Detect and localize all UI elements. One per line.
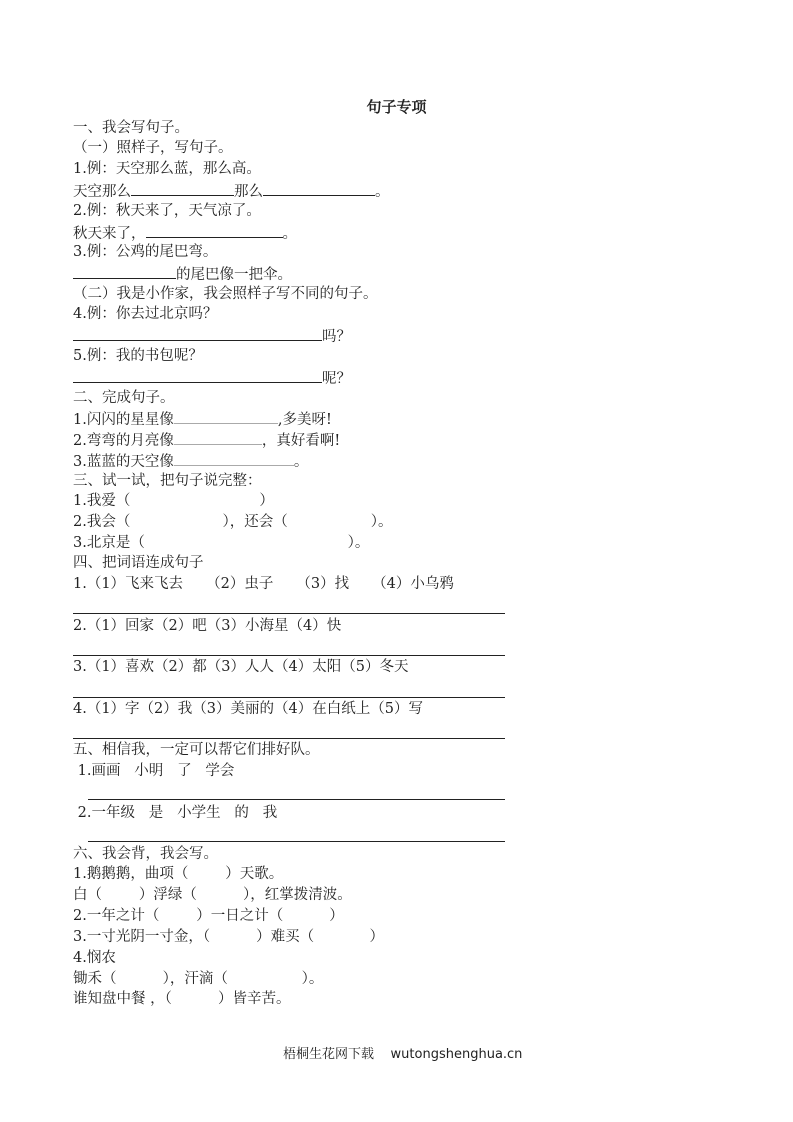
q5-example: 5.例：我的书包呢？ [73,348,203,364]
q1-answer-row [73,180,390,200]
q2-text-a: 秋天来了， [73,226,146,242]
answer-blank[interactable] [174,408,278,424]
footer-url[interactable]: wutongshenghua.cn [390,1047,523,1062]
q5-text-a: 呢？ [322,371,351,387]
answer-line[interactable] [73,738,505,739]
q3-text-a: 的尾巴像一把伞。 [176,267,292,283]
section-4-heading: 四、把词语连成句子 [73,555,204,571]
s6-q1b: 白（ ）浮绿（ ），红掌拨清波。 [73,887,352,903]
answer-blank[interactable] [131,180,234,196]
section-3-heading: 三、试一试，把句子说完整： [73,473,262,489]
s5-q2: 2.一年级 是 小学生 的 我 [73,805,278,821]
answer-line[interactable] [73,697,505,698]
answer-line[interactable] [88,799,505,800]
q5-answer-row [73,367,351,387]
answer-blank[interactable] [73,263,176,279]
answer-blank[interactable] [146,222,283,238]
s2-q2-row [73,429,340,449]
footer [283,1043,522,1062]
q4-example: 4.例：你去过北京吗？ [73,306,218,322]
section-6-heading: 六、我会背，我会写。 [73,846,218,862]
s3-q2: 2.我会（ ），还会（ ）。 [73,514,393,530]
section-2-heading: 二、完成句子。 [73,390,175,406]
s6-q3: 3.一寸光阴一寸金，（ ）难买（ ） [73,929,384,945]
answer-line[interactable] [88,841,505,842]
q4-answer-row [73,325,351,345]
answer-blank[interactable] [174,450,294,466]
s3-q3: 3.北京是（ ）。 [73,535,370,551]
q1-text-b: 那么 [234,184,263,200]
s2-q3-text-a: 3.蓝蓝的天空像 [73,454,174,470]
s2-q3-text-b: 。 [293,454,309,470]
s6-q1a: 1.鹅鹅鹅，曲项（ ）天歌。 [73,866,284,882]
s2-q1-text-b: ,多美呀! [277,412,332,428]
q1-text-c: 。 [375,184,390,200]
answer-line[interactable] [73,655,505,656]
answer-blank[interactable] [263,180,375,196]
subsection-1-heading: （一）照样子，写句子。 [73,140,233,156]
s2-q2-text-b: ，真好看啊! [261,433,341,449]
s3-q1: 1.我爱（ ） [73,493,274,509]
s4-q1: 1.（1）飞来飞去 （2）虫子 （3）找 （4）小乌鸦 [73,576,454,592]
subsection-2-heading: （二）我是小作家，我会照样子写不同的句子。 [73,286,378,302]
s2-q3-row [73,450,308,470]
s2-q1-text-a: 1.闪闪的星星像 [73,412,174,428]
section-1-heading: 一、我会写句子。 [73,120,189,136]
answer-blank[interactable] [174,429,262,445]
q1-example: 1.例：天空那么蓝，那么高。 [73,161,261,177]
s6-q2: 2.一年之计（ ）一日之计（ ） [73,908,344,924]
answer-line[interactable] [73,613,505,614]
q2-text-b: 。 [282,226,297,242]
q3-answer-row [73,263,292,283]
s2-q2-text-a: 2.弯弯的月亮像 [73,433,174,449]
section-5-heading: 五、相信我，一定可以帮它们排好队。 [73,742,320,758]
footer-site-name: 梧桐生花网下载 [283,1047,375,1062]
q1-text-a: 天空那么 [73,184,131,200]
s6-q4: 4.悯农 [73,950,116,966]
s6-q4a: 锄禾（ ），汗滴（ ）。 [73,971,324,987]
page-title: 句子专项 [366,98,427,116]
q2-example: 2.例：秋天来了，天气凉了。 [73,203,261,219]
answer-blank[interactable] [73,325,322,341]
q3-example: 3.例：公鸡的尾巴弯。 [73,244,218,260]
q2-answer-row [73,222,297,242]
s6-q4b: 谁知盘中餐 ，（ ）皆辛苦。 [73,991,291,1007]
s4-q2: 2.（1）回家（2）吧（3）小海星（4）快 [73,618,342,634]
s2-q1-row [73,408,332,428]
q4-text-a: 吗？ [322,329,351,345]
s5-q1: 1.画画 小明 了 学会 [73,763,235,779]
answer-blank[interactable] [73,367,322,383]
s4-q3: 3.（1）喜欢（2）都（3）人人（4）太阳（5）冬天 [73,659,409,675]
s4-q4: 4.（1）字（2）我（3）美丽的（4）在白纸上（5）写 [73,701,423,717]
